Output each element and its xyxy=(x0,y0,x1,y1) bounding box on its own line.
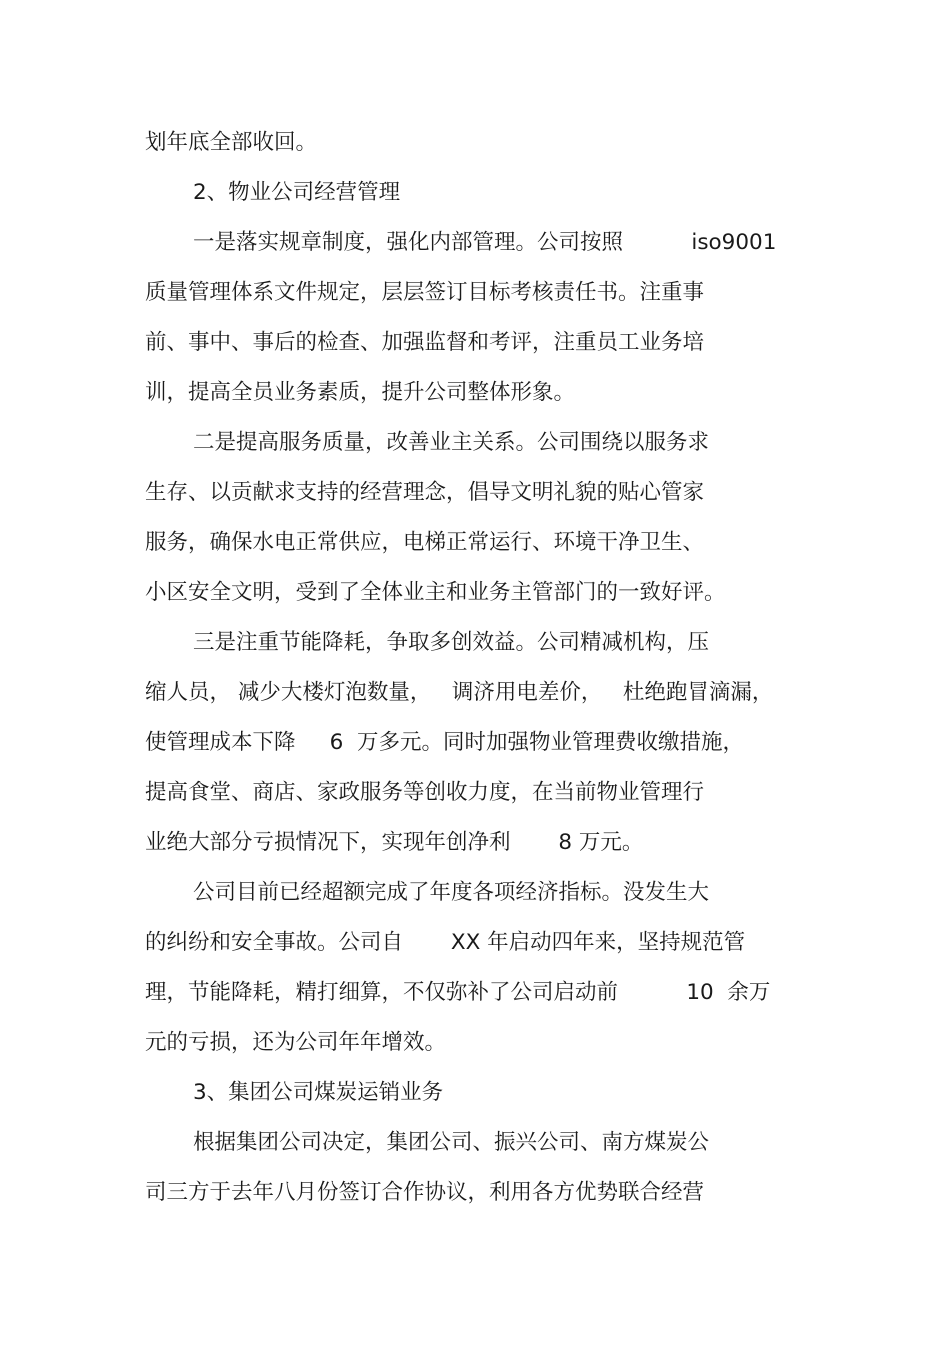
text-line: 三是注重节能降耗，争取多创效益。公司精减机构，压 xyxy=(193,630,710,655)
text-line: 理，节能降耗，精打细算，不仅弥补了公司启动前 10 余万 xyxy=(145,980,771,1005)
text-line: 训，提高全员业务素质，提升公司整体形象。 xyxy=(145,380,576,405)
text-line: 元的亏损，还为公司年年增效。 xyxy=(145,1030,447,1055)
section-heading: 3、集团公司煤炭运销业务 xyxy=(193,1080,444,1105)
text-line: 小区安全文明，受到了全体业主和业务主管部门的一致好评。 xyxy=(145,580,726,605)
section-heading: 2、物业公司经营管理 xyxy=(193,180,401,205)
text-line: 使管理成本下降 6 万多元。同时加强物业管理费收缴措施， xyxy=(145,730,745,755)
text-line: 的纠纷和安全事故。公司自 XX 年启动四年来，坚持规范管 xyxy=(145,930,746,955)
text-line: 生存、以贡献求支持的经营理念，倡导文明礼貌的贴心管家 xyxy=(145,480,705,505)
text-line: 质量管理体系文件规定，层层签订目标考核责任书。注重事 xyxy=(145,280,705,305)
text-line: 二是提高服务质量，改善业主关系。公司围绕以服务求 xyxy=(193,430,710,455)
text-line: 缩人员， 减少大楼灯泡数量， 调济用电差价， 杜绝跑冒滴漏， xyxy=(145,680,774,705)
text-line: 司三方于去年八月份签订合作协议，利用各方优势联合经营 xyxy=(145,1180,705,1205)
text-line: 提高食堂、商店、家政服务等创收力度，在当前物业管理行 xyxy=(145,780,705,805)
text-line: 公司目前已经超额完成了年度各项经济指标。没发生大 xyxy=(193,880,710,905)
text-line: 根据集团公司决定，集团公司、振兴公司、南方煤炭公 xyxy=(193,1130,710,1155)
text-line: 服务，确保水电正常供应，电梯正常运行、环境干净卫生、 xyxy=(145,530,705,555)
text-line: 业绝大部分亏损情况下，实现年创净利 8 万元。 xyxy=(145,830,644,855)
text-line: 前、事中、事后的检查、加强监督和考评，注重员工业务培 xyxy=(145,330,705,355)
text-line: 划年底全部收回。 xyxy=(145,130,318,155)
text-line: 一是落实规章制度，强化内部管理。公司按照 iso9001 xyxy=(193,230,777,255)
